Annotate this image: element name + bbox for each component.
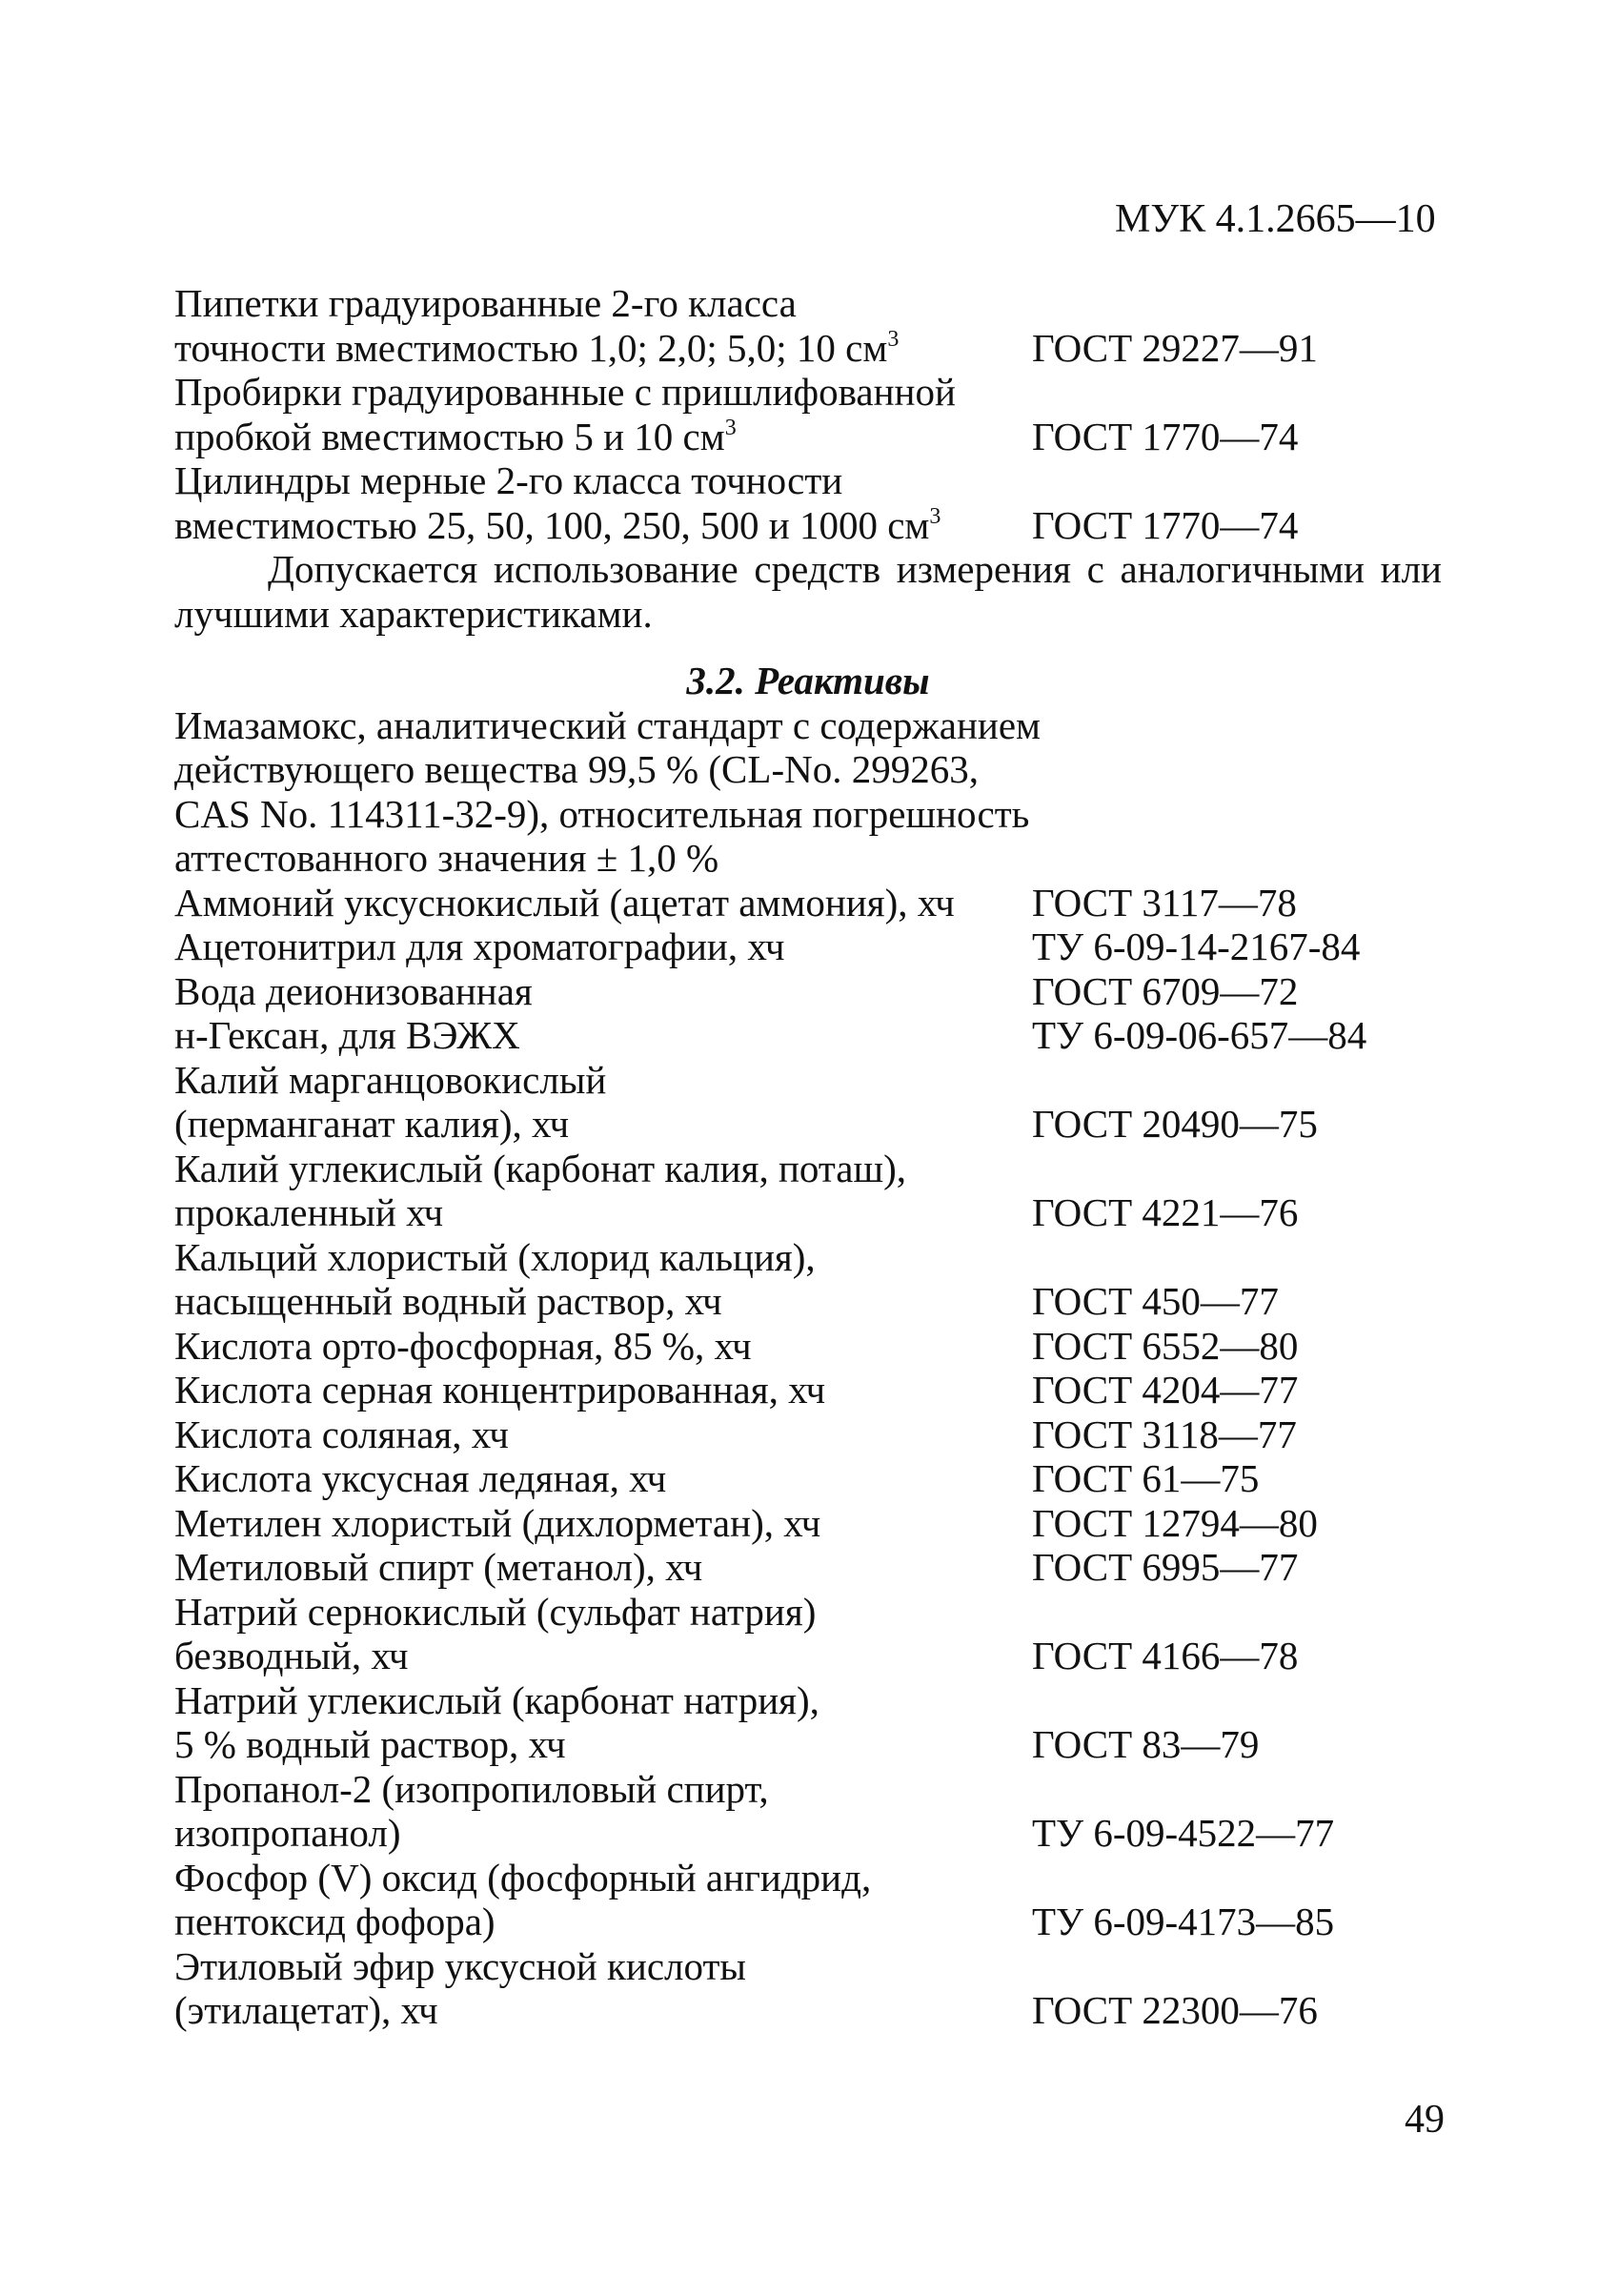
standard-code: ГОСТ 6995—77 [1032, 1545, 1299, 1589]
reagent-item-line [174, 836, 1451, 881]
page-content [174, 281, 1451, 2033]
document-code-header: МУК 4.1.2665—10 [1115, 197, 1436, 241]
reagent-item [174, 1058, 1451, 1147]
standard-code: ТУ 6-09-06-657—84 [1032, 1013, 1367, 1057]
reagent-item-text: Кальций хлористый (хлорид кальция), [174, 1234, 816, 1279]
equipment-item [174, 370, 1451, 458]
reagent-item-text: аттестованного значения ± 1,0 % [174, 836, 719, 880]
reagent-item-text: CAS No. 114311-32-9), относительная погрешность [174, 791, 1030, 836]
reagent-item-text: (этилацетат), хч [174, 1988, 438, 2032]
reagent-item [174, 1456, 1451, 1501]
reagent-item-line [174, 1811, 1451, 1856]
reagent-item-text: Метилен хлористый (дихлорметан), хч [174, 1500, 821, 1545]
standard-code: ГОСТ 20490—75 [1032, 1102, 1318, 1146]
reagent-item-line [174, 969, 1451, 1014]
standard-code: ГОСТ 1770—74 [1032, 502, 1299, 547]
standard-code: ГОСТ 6709—72 [1032, 968, 1299, 1013]
standard-code: ГОСТ 1770—74 [1032, 414, 1299, 458]
reagent-item-text: Калий углекислый (карбонат калия, поташ), [174, 1146, 906, 1190]
reagent-item-line [174, 703, 1451, 748]
reagent-item-line [174, 1235, 1451, 1280]
reagent-item-line [174, 1900, 1451, 1944]
equipment-item-text: Пробирки градуированные с пришлифованной [174, 370, 956, 414]
reagent-item-text: Аммоний уксуснокислый (ацетат аммония), хч [174, 880, 955, 924]
standard-code: ГОСТ 6552—80 [1032, 1323, 1299, 1368]
reagent-item-text: действующего вещества 99,5 % (CL-No. 299263, [174, 747, 979, 791]
reagent-item-line [174, 747, 1451, 792]
equipment-item [174, 458, 1451, 547]
reagent-item-line [174, 1190, 1451, 1235]
reagent-item-line [174, 1856, 1451, 1900]
standard-code: ГОСТ 3117—78 [1032, 880, 1297, 924]
reagent-item-text: Калий марганцовокислый [174, 1057, 607, 1102]
equipment-item [174, 281, 1451, 370]
cubic-superscript: 3 [887, 326, 900, 352]
reagent-item-line [174, 1324, 1451, 1369]
equipment-item-line [174, 281, 1451, 326]
standard-code: ГОСТ 29227—91 [1032, 325, 1318, 370]
reagent-item [174, 1368, 1451, 1412]
reagent-item [174, 1767, 1451, 1856]
reagent-item-text: (перманганат калия), хч [174, 1102, 570, 1146]
page-number: 49 [1405, 2098, 1445, 2142]
standard-code: ГОСТ 450—77 [1032, 1279, 1279, 1323]
reagent-item-line [174, 1368, 1451, 1412]
reagent-item-line [174, 881, 1451, 925]
section-title: 3.2. Реактивы [686, 659, 930, 702]
reagent-item [174, 1856, 1451, 1944]
note-paragraph: Допускается использование средств измерения с аналогичными или лучшими характеристиками. [174, 547, 1442, 636]
reagent-item-text: Натрий углекислый (карбонат натрия), [174, 1677, 819, 1722]
reagent-item-line [174, 1412, 1451, 1457]
standard-code: ТУ 6-09-14-2167-84 [1032, 924, 1361, 968]
reagent-item-line [174, 1279, 1451, 1324]
reagent-item-text: 5 % водный раствор, хч [174, 1722, 566, 1766]
reagent-item [174, 1944, 1451, 2033]
reagent-item [174, 1324, 1451, 1369]
equipment-item-text: точности вместимостью 1,0; 2,0; 5,0; 10 $см^3$ [174, 325, 900, 370]
reagent-item-text: Кислота уксусная ледяная, хч [174, 1456, 667, 1500]
standard-code: ГОСТ 12794—80 [1032, 1500, 1318, 1545]
reagent-item-text: пентоксид фофора) [174, 1900, 496, 1943]
reagent-item-line [174, 1634, 1451, 1678]
reagent-item-line [174, 1545, 1451, 1590]
reagent-item-text: прокаленный хч [174, 1190, 444, 1234]
standard-code: ТУ 6-09-4173—85 [1032, 1900, 1335, 1943]
reagent-item-text: изопропанол) [174, 1811, 401, 1855]
reagent-item-line [174, 1944, 1451, 1989]
reagent-item [174, 1412, 1451, 1457]
reagent-item [174, 1678, 1451, 1767]
reagent-item-line [174, 1013, 1451, 1058]
equipment-item-text: вместимостью 25, 50, 100, 250, 500 и 1000 $см^3$ [174, 502, 941, 547]
reagent-item [174, 703, 1451, 881]
reagent-item-line [174, 792, 1451, 837]
reagents-list [174, 703, 1451, 2033]
equipment-item-text: Цилиндры мерные 2-го класса точности [174, 458, 843, 502]
reagent-item [174, 969, 1451, 1014]
equipment-list [174, 281, 1451, 547]
equipment-item-text: пробкой вместимостью 5 и 10 $см^3$ [174, 414, 737, 458]
reagent-item-text: Натрий сернокислый (сульфат натрия) [174, 1589, 817, 1634]
reagent-item [174, 1590, 1451, 1678]
reagent-item-line [174, 1590, 1451, 1635]
standard-code: ГОСТ 22300—76 [1032, 1988, 1318, 2032]
standard-code: ГОСТ 83—79 [1032, 1722, 1260, 1766]
equipment-item-line [174, 503, 1451, 548]
reagent-item [174, 1545, 1451, 1590]
reagent-item-line [174, 1501, 1451, 1546]
reagent-item-text: насыщенный водный раствор, хч [174, 1279, 722, 1323]
reagent-item-text: Кислота соляная, хч [174, 1412, 509, 1456]
reagent-item [174, 1013, 1451, 1058]
reagent-item-line [174, 1767, 1451, 1812]
reagent-item-line [174, 1058, 1451, 1103]
reagent-item-line [174, 1102, 1451, 1147]
equipment-item-text: Пипетки градуированные 2-го класса [174, 281, 797, 325]
reagent-item-text: Кислота серная концентрированная, хч [174, 1368, 826, 1412]
reagent-item-text: Имазамокс, аналитический стандарт с содержанием [174, 702, 1041, 747]
reagent-item-line [174, 1722, 1451, 1767]
reagent-item-text: Фосфор (V) оксид (фосфорный ангидрид, [174, 1855, 872, 1900]
reagent-item-text: Вода деионизованная [174, 968, 533, 1013]
reagent-item-text: Метиловый спирт (метанол), хч [174, 1545, 703, 1589]
reagent-item-text: Пропанол-2 (изопропиловый спирт, [174, 1766, 769, 1811]
equipment-item-line [174, 458, 1451, 503]
reagent-item-line [174, 1988, 1451, 2033]
equipment-item-line [174, 415, 1451, 459]
reagent-item-text: Этиловый эфир уксусной кислоты [174, 1943, 746, 1988]
cubic-superscript: 3 [724, 415, 737, 440]
reagent-item-text: безводный, хч [174, 1634, 409, 1677]
reagent-item [174, 881, 1451, 925]
reagent-item [174, 924, 1451, 969]
reagent-item [174, 1147, 1451, 1235]
equipment-item-line [174, 370, 1451, 415]
reagent-item-line [174, 1456, 1451, 1501]
reagent-item [174, 1235, 1451, 1324]
standard-code: ГОСТ 61—75 [1032, 1456, 1260, 1500]
reagent-item-text: Кислота орто-фосфорная, 85 %, хч [174, 1323, 752, 1368]
reagent-item-text: Ацетонитрил для хроматографии, хч [174, 924, 785, 968]
standard-code: ГОСТ 4204—77 [1032, 1368, 1299, 1412]
standard-code: ГОСТ 4221—76 [1032, 1190, 1299, 1234]
equipment-item-line [174, 326, 1451, 371]
standard-code: ТУ 6-09-4522—77 [1032, 1811, 1335, 1855]
reagent-item-line [174, 1678, 1451, 1723]
reagent-item [174, 1501, 1451, 1546]
standard-code: ГОСТ 4166—78 [1032, 1634, 1299, 1677]
cubic-superscript: 3 [929, 503, 941, 529]
reagent-item-text: н-Гексан, для ВЭЖХ [174, 1013, 520, 1057]
reagent-item-line [174, 1147, 1451, 1191]
standard-code: ГОСТ 3118—77 [1032, 1412, 1297, 1456]
reagent-item-line [174, 924, 1451, 969]
